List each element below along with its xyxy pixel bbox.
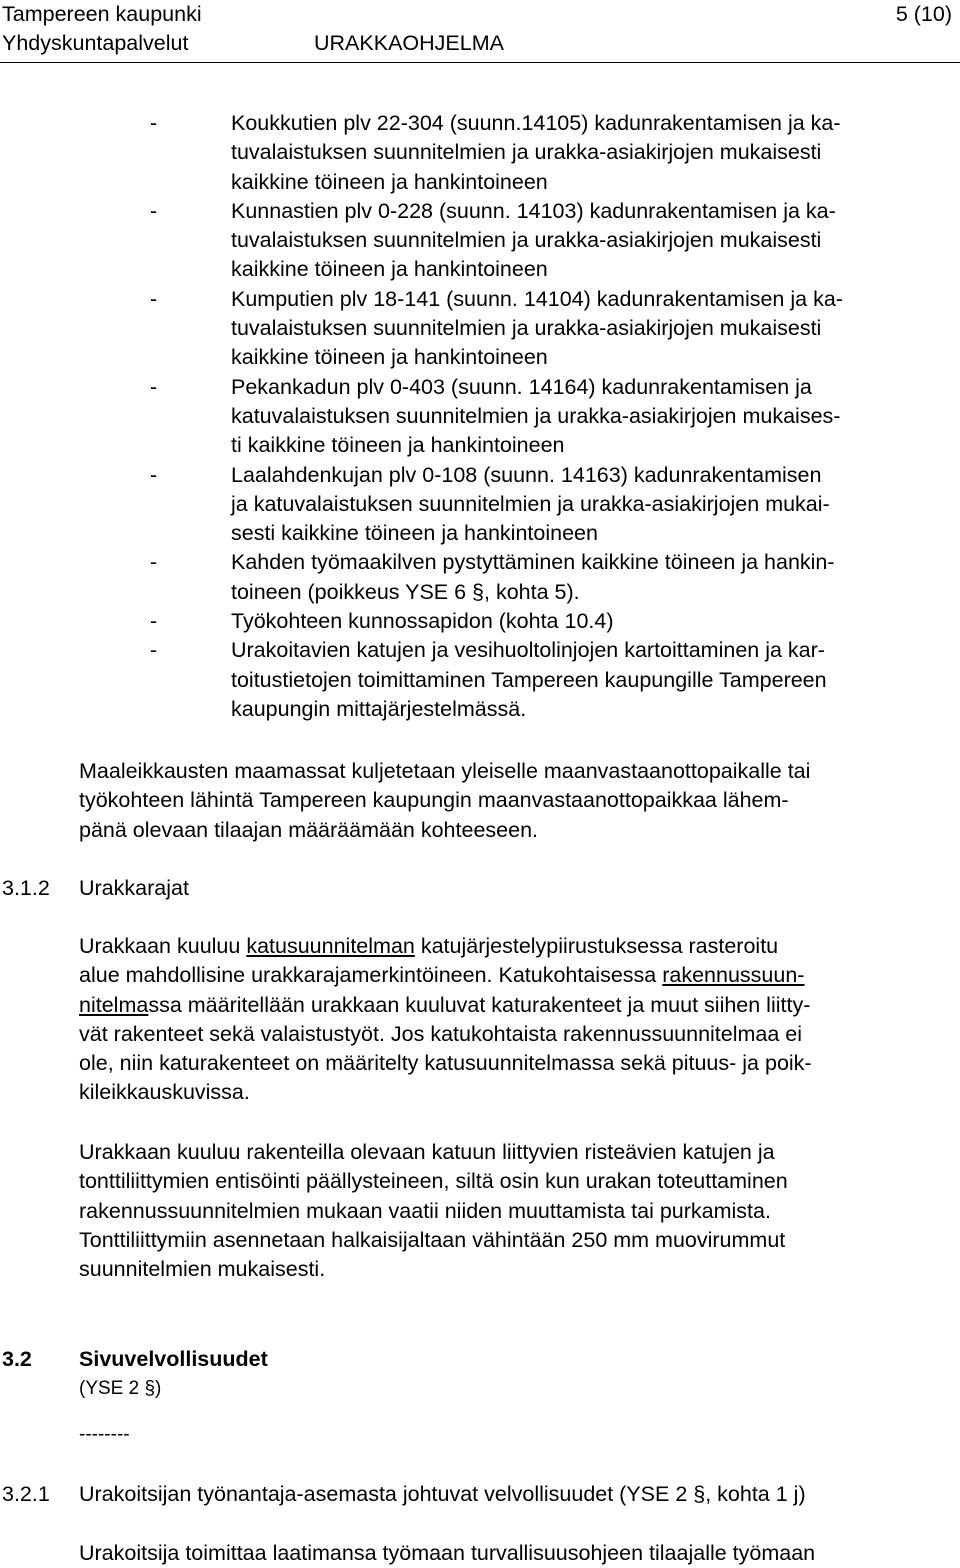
section-title: Sivuvelvollisuudet	[79, 1347, 268, 1371]
section-title: Urakkarajat	[79, 876, 189, 900]
paragraph-line: rakennussuunnitelmien mukaan vaatii niiden muuttamista tai purkamista.	[79, 1198, 771, 1223]
list-item-line: Kumputien plv 18-141 (suunn. 14104) kadunrakentamisen ja ka-	[231, 286, 843, 311]
list-item-line: kaikkine töineen ja hankintoineen	[231, 257, 548, 282]
page-header	[0, 0, 960, 62]
paragraph-risteavat	[79, 1138, 954, 1284]
list-item	[0, 607, 960, 636]
paragraph-line: vät rakenteet sekä valaistustyöt. Jos katukohtaista rakennussuunnitelmaa ei	[79, 1021, 803, 1046]
department-name: Yhdyskuntapalvelut	[2, 31, 189, 55]
paragraph-maaleikkaus	[79, 757, 954, 845]
list-item	[0, 548, 960, 607]
paragraph-line: Maaleikkausten maamassat kuljetetaan yleiselle maanvastaanottopaikalle tai	[79, 759, 811, 783]
underlined-term: katusuunnitelman	[246, 934, 415, 958]
list-item	[0, 461, 960, 549]
list-item-line: Kunnastien plv 0-228 (suunn. 14103) kadunrakentamisen ja ka-	[231, 198, 836, 223]
list-bullet: -	[150, 286, 158, 311]
underlined-term: nitelma	[79, 992, 149, 1017]
list-item-line: tuvalaistuksen suunnitelmien ja urakka-asiakirjojen mukaisesti	[231, 228, 822, 253]
paragraph-urakkarajat	[79, 932, 954, 1108]
list-item	[0, 373, 960, 461]
paragraph-line: Urakkaan kuuluu rakenteilla olevaan katuun liittyvien risteävien katujen ja	[79, 1140, 775, 1164]
list-item-line: kaikkine töineen ja hankintoineen	[231, 169, 548, 194]
section-reference: (YSE 2 §)	[79, 1378, 162, 1399]
section-number: 3.2.1	[2, 1482, 50, 1506]
list-item-line: Laalahdenkujan plv 0-108 (suunn. 14163) kadunrakentamisen	[231, 462, 822, 487]
paragraph-line: Urakkaan kuuluu katusuunnitelman katujärjestelypiirustuksessa rasteroitu	[79, 934, 779, 958]
list-item-line: toineen (poikkeus YSE 6 §, kohta 5).	[231, 579, 580, 604]
list-item	[0, 109, 960, 197]
list-item-line: Koukkutien plv 22-304 (suunn.14105) kadunrakentamisen ja ka-	[231, 111, 841, 135]
work-items-list	[0, 109, 960, 724]
paragraph-line: pänä olevaan tilaajan määräämään kohteeseen.	[79, 817, 538, 842]
document-title: URAKKAOHJELMA	[314, 31, 504, 55]
paragraph-line: työkohteen lähintä Tampereen kaupungin maanvastaanottopaikkaa lähem-	[79, 788, 789, 813]
paragraph-line: Urakoitsija toimittaa laatimansa työmaan turvallisuusohjeen tilaajalle työmaan	[79, 1541, 816, 1565]
list-bullet: -	[150, 198, 158, 223]
underlined-term: rakennussuun-	[662, 963, 805, 988]
section-title: Urakoitsijan työnantaja-asemasta johtuvat velvollisuudet (YSE 2 §, kohta 1 j)	[79, 1482, 806, 1506]
list-item-line: sesti kaikkine töineen ja hankintoineen	[231, 521, 598, 546]
paragraph-line: ole, niin katurakenteet on määritelty katusuunnitelmassa sekä pituus- ja poik-	[79, 1051, 812, 1076]
paragraph-line: suunnitelmien mukaisesti.	[79, 1257, 326, 1282]
list-bullet: -	[150, 609, 158, 634]
header-divider	[0, 62, 960, 63]
list-item-line: ja katuvalaistuksen suunnitelmien ja urakka-asiakirjojen mukai-	[231, 491, 830, 516]
list-item	[0, 636, 960, 724]
paragraph-line: tonttiliittymien entisöinti päällysteineen, siltä osin kun urakan toteuttaminen	[79, 1169, 788, 1194]
list-item	[0, 197, 960, 285]
list-item	[0, 285, 960, 373]
paragraph-line: kileikkauskuvissa.	[79, 1080, 250, 1105]
paragraph-line: nitelmassa määritellään urakkaan kuuluvat katurakenteet ja muut siihen liitty-	[79, 992, 811, 1017]
section-number: 3.1.2	[2, 876, 50, 900]
list-item-line: Pekankadun plv 0-403 (suunn. 14164) kadunrakentamisen ja	[231, 374, 812, 399]
list-item-line: Työkohteen kunnossapidon (kohta 10.4)	[231, 609, 614, 634]
list-item-line: kaupungin mittajärjestelmässä.	[231, 696, 527, 721]
list-bullet: -	[150, 111, 158, 135]
list-bullet: -	[150, 638, 158, 663]
list-item-line: tuvalaistuksen suunnitelmien ja urakka-asiakirjojen mukaisesti	[231, 316, 822, 341]
list-bullet: -	[150, 462, 158, 487]
list-item-line: tuvalaistuksen suunnitelmien ja urakka-asiakirjojen mukaisesti	[231, 140, 822, 165]
list-item-line: ti kaikkine töineen ja hankintoineen	[231, 433, 565, 458]
page-number: 5 (10)	[895, 2, 952, 26]
paragraph-line: Tonttiliittymiin asennetaan halkaisijaltaan vähintään 250 mm muovirummut	[79, 1227, 786, 1252]
list-item-line: Kahden työmaakilven pystyttäminen kaikkine töineen ja hankin-	[231, 550, 835, 575]
list-item-line: katuvalaistuksen suunnitelmien ja urakka-asiakirjojen mukaises-	[231, 403, 841, 428]
section-number: 3.2	[2, 1347, 32, 1371]
paragraph-line: alue mahdollisine urakkarajamerkintöineen. Katukohtaisessa rakennussuun-	[79, 963, 805, 988]
list-bullet: -	[150, 550, 158, 575]
list-bullet: -	[150, 374, 158, 399]
paragraph-last	[79, 1539, 954, 1568]
list-item-line: Urakoitavien katujen ja vesihuoltolinjojen kartoittaminen ja kar-	[231, 638, 825, 663]
list-item-line: kaikkine töineen ja hankintoineen	[231, 345, 548, 370]
list-item-line: toitustietojen toimittaminen Tampereen kaupungille Tampereen	[231, 667, 827, 692]
organization-name: Tampereen kaupunki	[2, 2, 202, 26]
separator-dashes: --------	[79, 1424, 130, 1445]
